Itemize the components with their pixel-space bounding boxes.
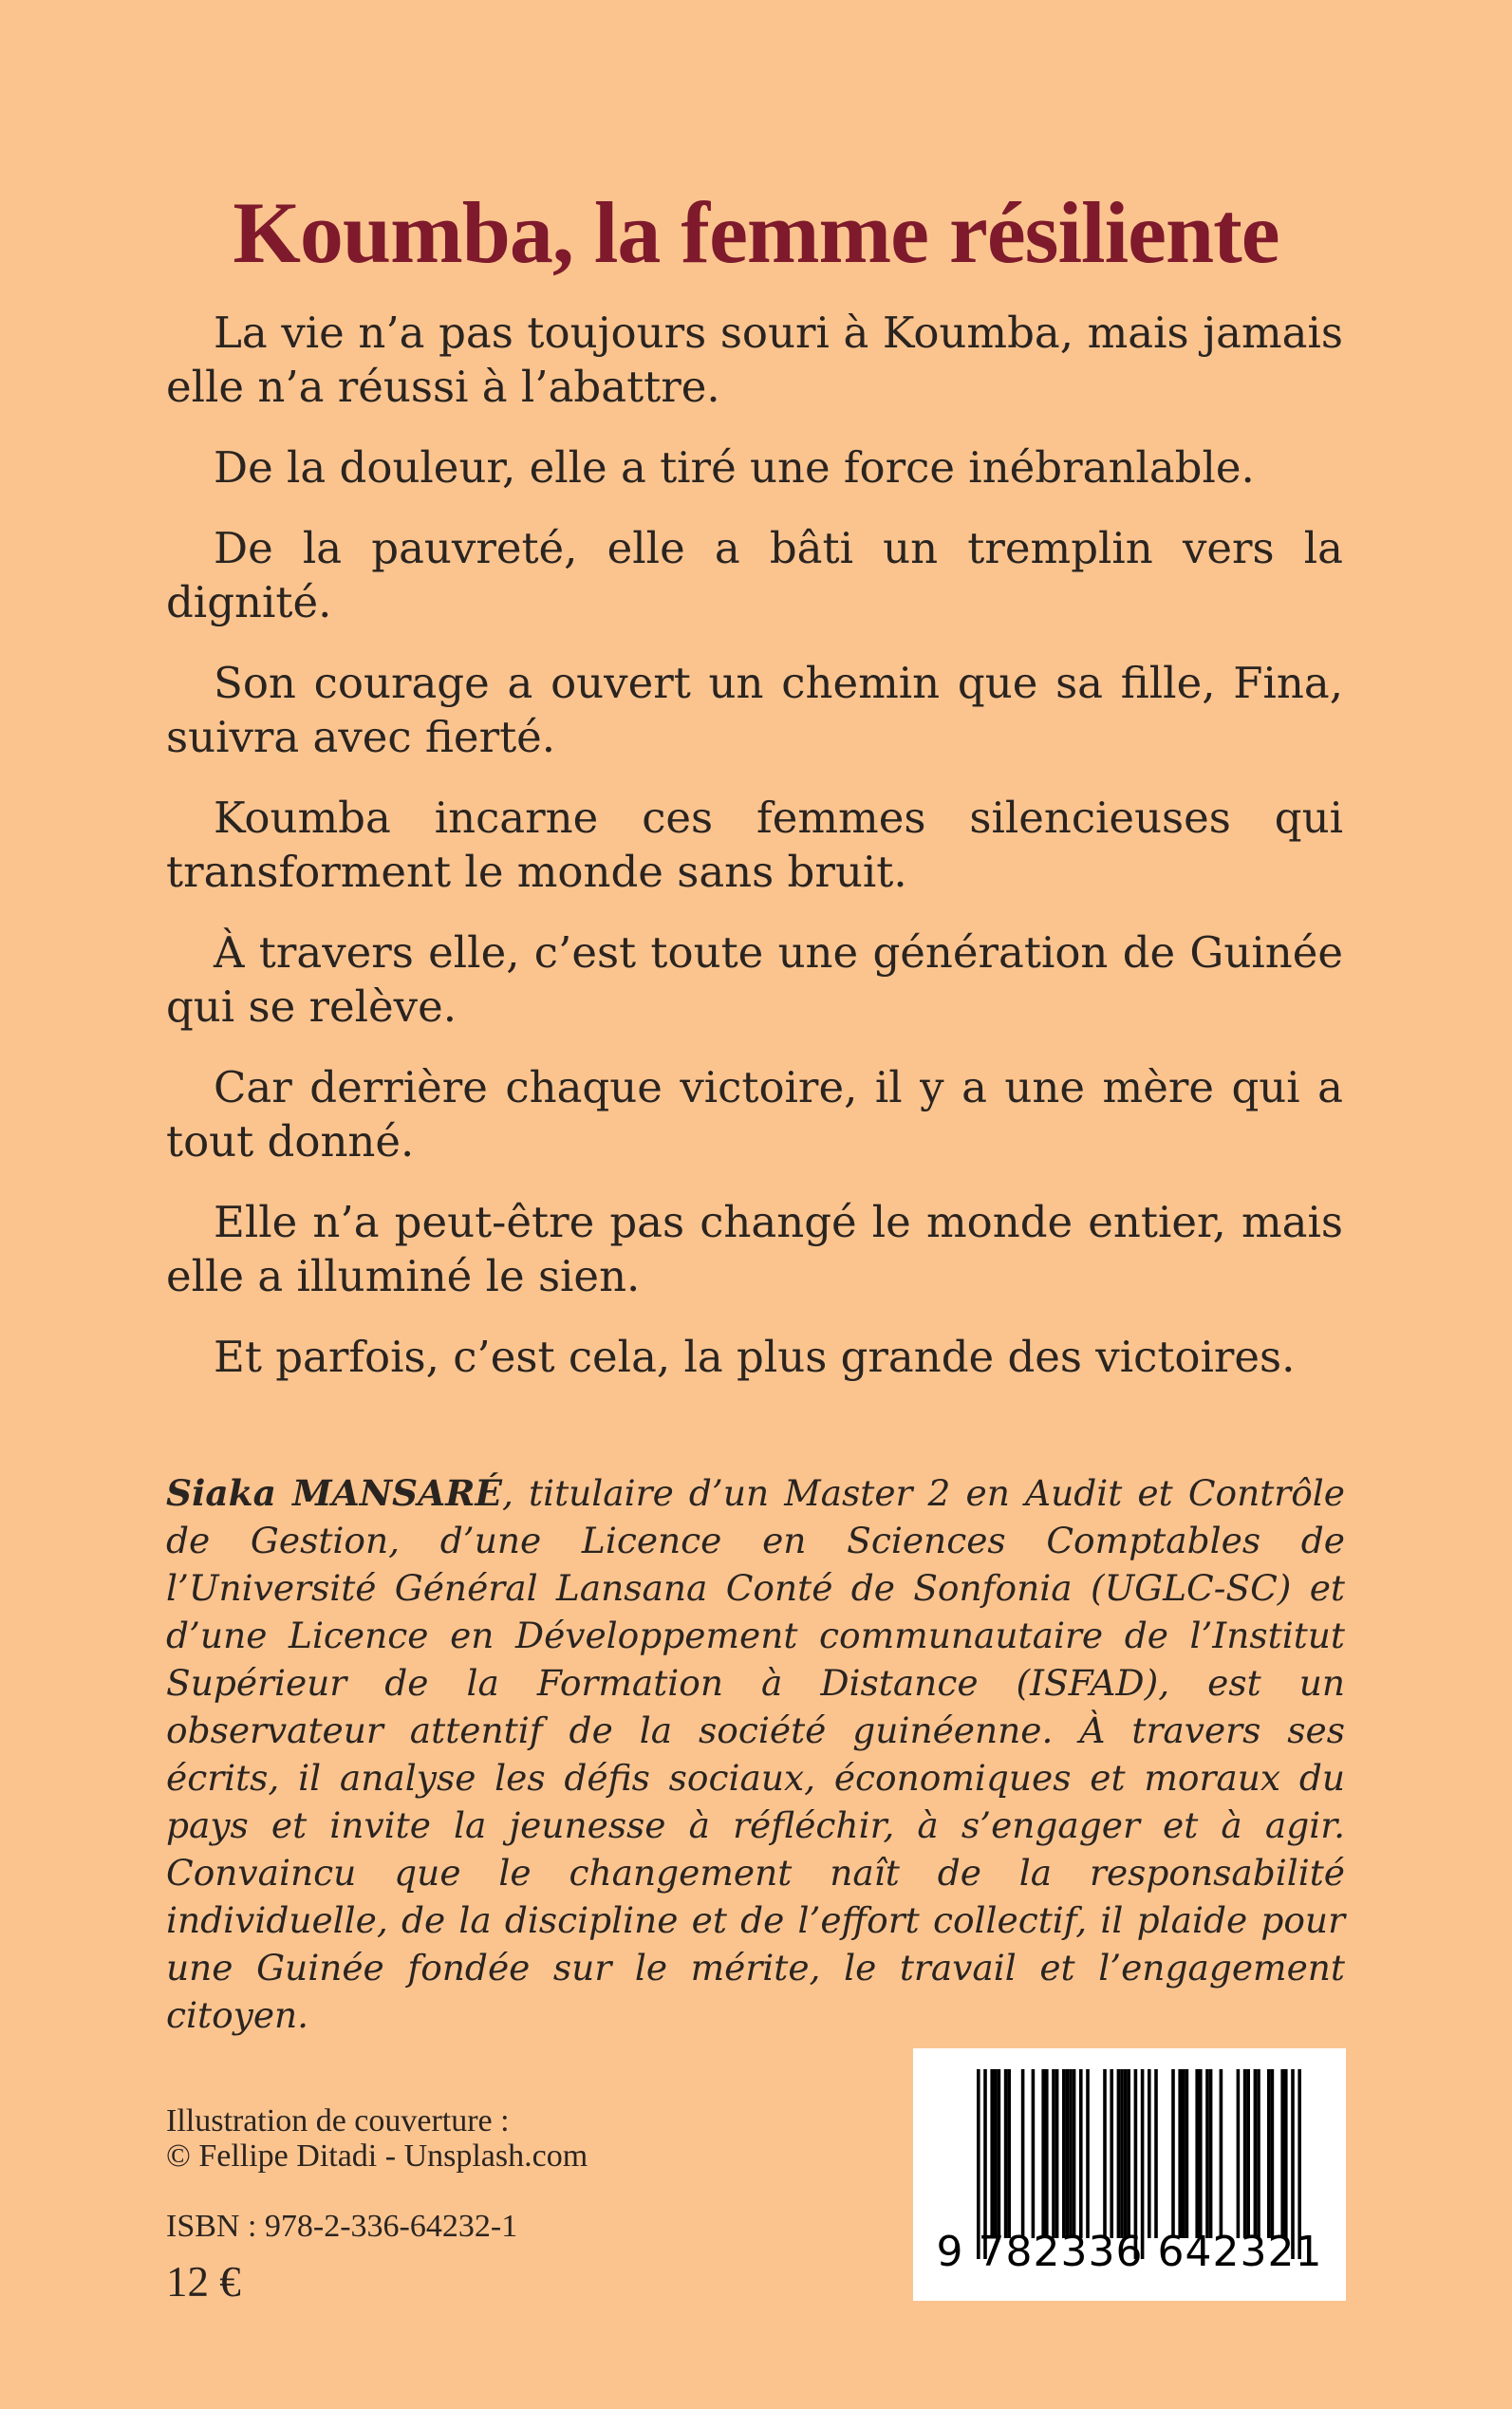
- barcode-bar: [1237, 2069, 1241, 2238]
- barcode-bar: [1254, 2069, 1258, 2238]
- author-bio-text: , titulaire d’un Master 2 en Audit et Contrôle de Gestion, d’une Licence en Sciences Comptables de l’Université Général Lansana Conté de Sonfonia (UGLC-SC) et d’une Licence en Développement communautaire de l’Institut Supérieur de la Formation à Distance (ISFAD), est un observateur attentif de la société guinéenne. À travers ses écrits, il analyse les défis sociaux, économiques et moraux du pays et invite la jeunesse à réfléchir, à s’engager et à agir. Convaincu que le changement naît de la responsabilité individuelle, de la discipline et de l’effort collectif, il plaide pour une Guinée fondée sur le mérite, le travail et l’engagement citoyen.: [166, 1472, 1345, 2036]
- barcode-bar: [1032, 2069, 1036, 2238]
- barcode-bar: [1110, 2069, 1113, 2238]
- barcode-bar: [1073, 2069, 1076, 2238]
- barcode-bar: [1079, 2069, 1083, 2238]
- barcode-bar: [1062, 2069, 1066, 2238]
- barcode-bar: [1209, 2069, 1213, 2238]
- cover-credits: [166, 2103, 588, 2174]
- book-title: Koumba, la femme résiliente: [233, 183, 1279, 281]
- barcode-bar: [1205, 2069, 1209, 2238]
- barcode: [913, 2048, 1346, 2301]
- barcode-digits: 9 782336 642321: [936, 2228, 1323, 2276]
- barcode-bar: [1052, 2069, 1055, 2238]
- blurb-paragraph: À travers elle, c’est toute une génération de Guinée qui se relève.: [166, 927, 1343, 1032]
- barcode-bar: [1021, 2069, 1025, 2238]
- blurb-paragraph: De la pauvreté, elle a bâti un tremplin vers la dignité.: [166, 523, 1343, 627]
- barcode-bar: [1178, 2069, 1182, 2238]
- barcode-bar: [1086, 2069, 1090, 2238]
- barcode-bar: [1271, 2069, 1275, 2238]
- blurb-paragraph: Son courage a ouvert un chemin que sa fille, Fina, suivra avec fierté.: [166, 658, 1343, 762]
- barcode-bar: [1185, 2069, 1189, 2238]
- blurb-paragraph: De la douleur, elle a tiré une force inébranlable.: [214, 442, 1255, 493]
- cover-credit-source: © Fellipe Ditadi - Unsplash.com: [166, 2138, 588, 2174]
- barcode-bar: [1246, 2069, 1250, 2238]
- isbn: ISBN : 978-2-336-64232-1: [166, 2209, 518, 2244]
- blurb-paragraph: Car derrière chaque victoire, il y a une mère qui a tout donné.: [166, 1062, 1343, 1167]
- author-name: Siaka MANSARÉ: [166, 1472, 502, 1514]
- barcode-bar: [990, 2069, 994, 2238]
- barcode-bar: [994, 2069, 998, 2238]
- barcode-bar: [1007, 2069, 1011, 2238]
- barcode-bar: [1220, 2069, 1223, 2238]
- barcode-bar: [1182, 2069, 1185, 2238]
- blurb-paragraph: Et parfois, c’est cela, la plus grande des victoires.: [214, 1332, 1296, 1382]
- barcode-bar: [1257, 2069, 1260, 2238]
- barcode-bar: [1154, 2069, 1158, 2238]
- barcode-bar: [1127, 2069, 1130, 2238]
- cover-credit-label: Illustration de couverture :: [166, 2103, 510, 2138]
- barcode-bar: [1171, 2069, 1175, 2238]
- barcode-bar: [1195, 2069, 1199, 2238]
- blurb-paragraph: Koumba incarne ces femmes silencieuses qui transforment le monde sans bruit.: [166, 793, 1343, 897]
- barcode-bar: [998, 2069, 1001, 2238]
- barcode-bar: [1120, 2069, 1124, 2238]
- barcode-bar: [1243, 2069, 1247, 2238]
- blurb-paragraph: Elle n’a peut-être pas changé le monde entier, mais elle a illuminé le sien.: [166, 1197, 1343, 1301]
- barcode-bar: [1004, 2069, 1008, 2238]
- barcode-bar: [1124, 2069, 1128, 2238]
- barcode-bar: [1041, 2069, 1045, 2238]
- price: 12 €: [166, 2258, 241, 2306]
- blurb-paragraph: La vie n’a pas toujours souri à Koumba, mais jamais elle n’a réussi à l’abattre.: [166, 308, 1343, 412]
- barcode-bar: [1199, 2069, 1203, 2238]
- barcode-bar: [1066, 2069, 1070, 2238]
- barcode-bar: [1117, 2069, 1121, 2238]
- barcode-bar: [1148, 2069, 1151, 2238]
- barcode-bar: [1284, 2069, 1288, 2238]
- barcode-bar: [1055, 2069, 1059, 2238]
- barcode-bar: [1103, 2069, 1107, 2238]
- barcode-bar: [1280, 2069, 1284, 2238]
- barcode-bar: [1069, 2069, 1073, 2238]
- barcode-bar: [1267, 2069, 1271, 2238]
- back-cover-blurb: [166, 306, 1343, 1410]
- barcode-bar: [1045, 2069, 1049, 2238]
- author-bio: [166, 1469, 1345, 2039]
